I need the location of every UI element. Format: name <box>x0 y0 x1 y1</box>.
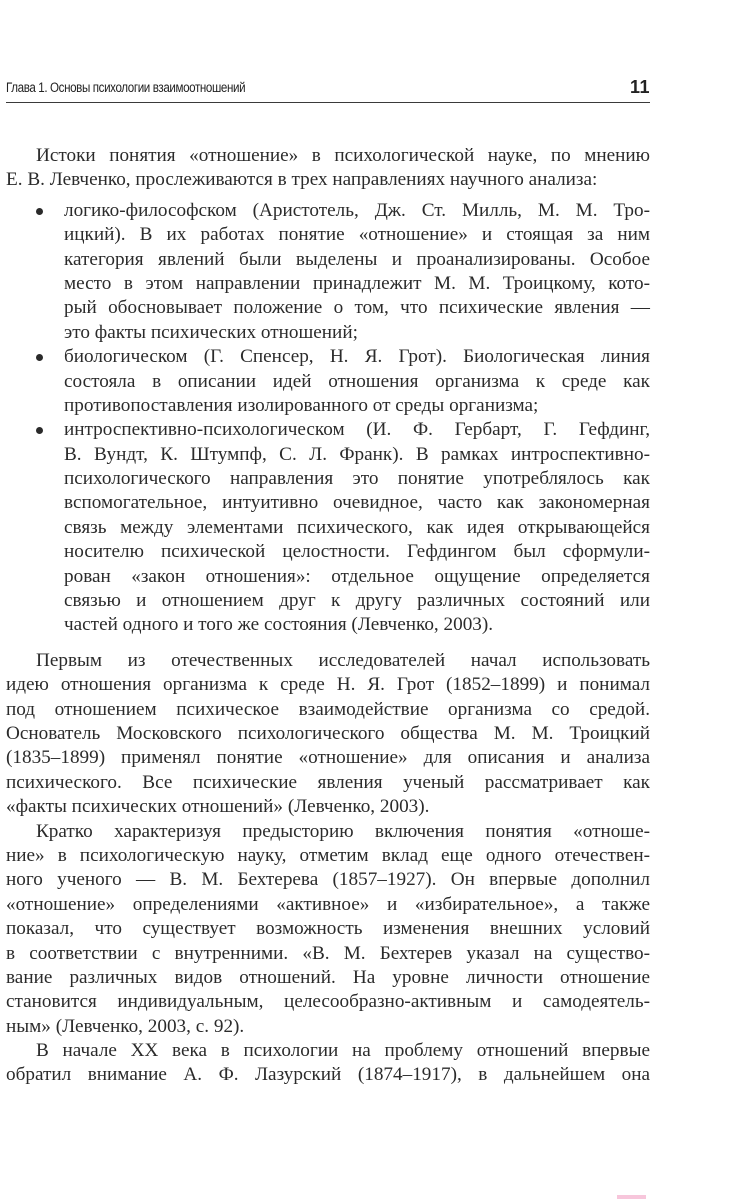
list-item-biological <box>6 345 650 418</box>
text-line: интроспективно-психологическом (И. Ф. Гербарт, Г. Гефдинг, <box>64 419 650 441</box>
text-line: связью и отношением друг к другу различных состояний или <box>64 590 650 612</box>
body-text <box>6 144 650 1088</box>
running-header <box>6 76 650 103</box>
paragraph-grot <box>6 649 650 820</box>
text-line: это факты психических отношений; <box>64 321 358 343</box>
text-line: противопоставления изолированного от среды организма; <box>64 394 539 416</box>
page-number: 11 <box>629 77 650 97</box>
text-line: психического. Все психические явления ученый рассматривает как <box>6 771 650 793</box>
text-line: В начале XX века в психологии на проблему отношений впервые <box>36 1040 650 1062</box>
text-line: рован «закон отношения»: отдельное ощущение определяется <box>64 565 650 587</box>
text-line: рый обосновывает положение о том, что психические явления — <box>64 297 650 319</box>
text-line: в соответствии с внутренними. «В. М. Бехтерев указал на существо- <box>6 942 650 964</box>
text-line: В. Вундт, К. Штумпф, С. Л. Франк). В рамках интроспективно- <box>64 443 650 465</box>
paragraph-lazursky <box>6 1039 650 1088</box>
text-line: место в этом направлении принадлежит М. М. Троицкому, кото- <box>64 272 650 294</box>
list-item-logical-philosophical <box>6 199 650 345</box>
page-edge-mark <box>617 1195 646 1199</box>
text-line: частей одного и того же состояния (Левченко, 2003). <box>64 614 494 636</box>
bullet-icon <box>36 427 43 434</box>
text-line: показал, что существует возможность изменения внешних условий <box>6 918 650 940</box>
text-line: логико-философском (Аристотель, Дж. Ст. Милль, М. М. Тро- <box>64 199 650 221</box>
bullet-icon <box>36 208 43 215</box>
text-line: обратил внимание А. Ф. Лазурский (1874–1917), в дальнейшем она <box>6 1064 650 1086</box>
text-line: ного ученого — В. М. Бехтерева (1857–1927). Он впервые дополнил <box>6 869 650 891</box>
text-line: «отношение» определениями «активное» и «избирательное», а также <box>6 893 650 915</box>
text-line: ние» в психологическую науку, отметим вклад еще одного отечествен- <box>6 844 650 866</box>
text-line: носителю психической целостности. Гефдингом был сформули- <box>64 541 650 563</box>
text-line: вспомогательное, интуитивно очевидное, часто как закономерная <box>64 492 650 514</box>
text-line: (1835–1899) применял понятие «отношение» для описания и анализа <box>6 747 650 769</box>
text-line: становится индивидуальным, целесообразно-активным и самодеятель- <box>6 991 650 1013</box>
list-item-introspective <box>6 418 650 638</box>
text-line: под отношением психическое взаимодействие организма со средой. <box>6 698 650 720</box>
text-line: ицкий). В их работах понятие «отношение» и стоящая за ним <box>64 224 650 246</box>
text-line: биологическом (Г. Спенсер, Н. Я. Грот). Биологическая линия <box>64 346 650 368</box>
chapter-title: Глава 1. Основы психологии взаимоотношений <box>6 80 246 95</box>
intro-paragraph <box>6 144 650 193</box>
text-line: связь между элементами психического, как идея открывающейся <box>64 516 650 538</box>
text-line: Е. В. Левченко, прослеживаются в трех направлениях научного анализа: <box>6 169 598 191</box>
text-line: категория явлений были выделены и проанализированы. Особое <box>64 248 650 270</box>
text-line: Первым из отечественных исследователей начал использовать <box>36 649 650 671</box>
text-line: психологического направления это понятие употреблялось как <box>64 468 650 490</box>
paragraph-bekhterev <box>6 820 650 1040</box>
bullet-list <box>6 199 650 638</box>
bullet-icon <box>36 354 43 361</box>
text-line: вание различных видов отношений. На уровне личности отношение <box>6 966 650 988</box>
text-line: «факты психических отношений» (Левченко, 2003). <box>6 796 430 818</box>
text-line: Основатель Московского психологического общества М. М. Троицкий <box>6 722 650 744</box>
text-line: ным» (Левченко, 2003, с. 92). <box>6 1015 245 1037</box>
text-line: состояла в описании идей отношения организма к среде как <box>64 370 650 392</box>
text-line: Кратко характеризуя предысторию включения понятия «отноше- <box>36 820 650 842</box>
text-line: Истоки понятия «отношение» в психологической науке, по мнению <box>36 145 650 166</box>
text-line: идею отношения организма к среде Н. Я. Грот (1852–1899) и понимал <box>6 674 650 696</box>
